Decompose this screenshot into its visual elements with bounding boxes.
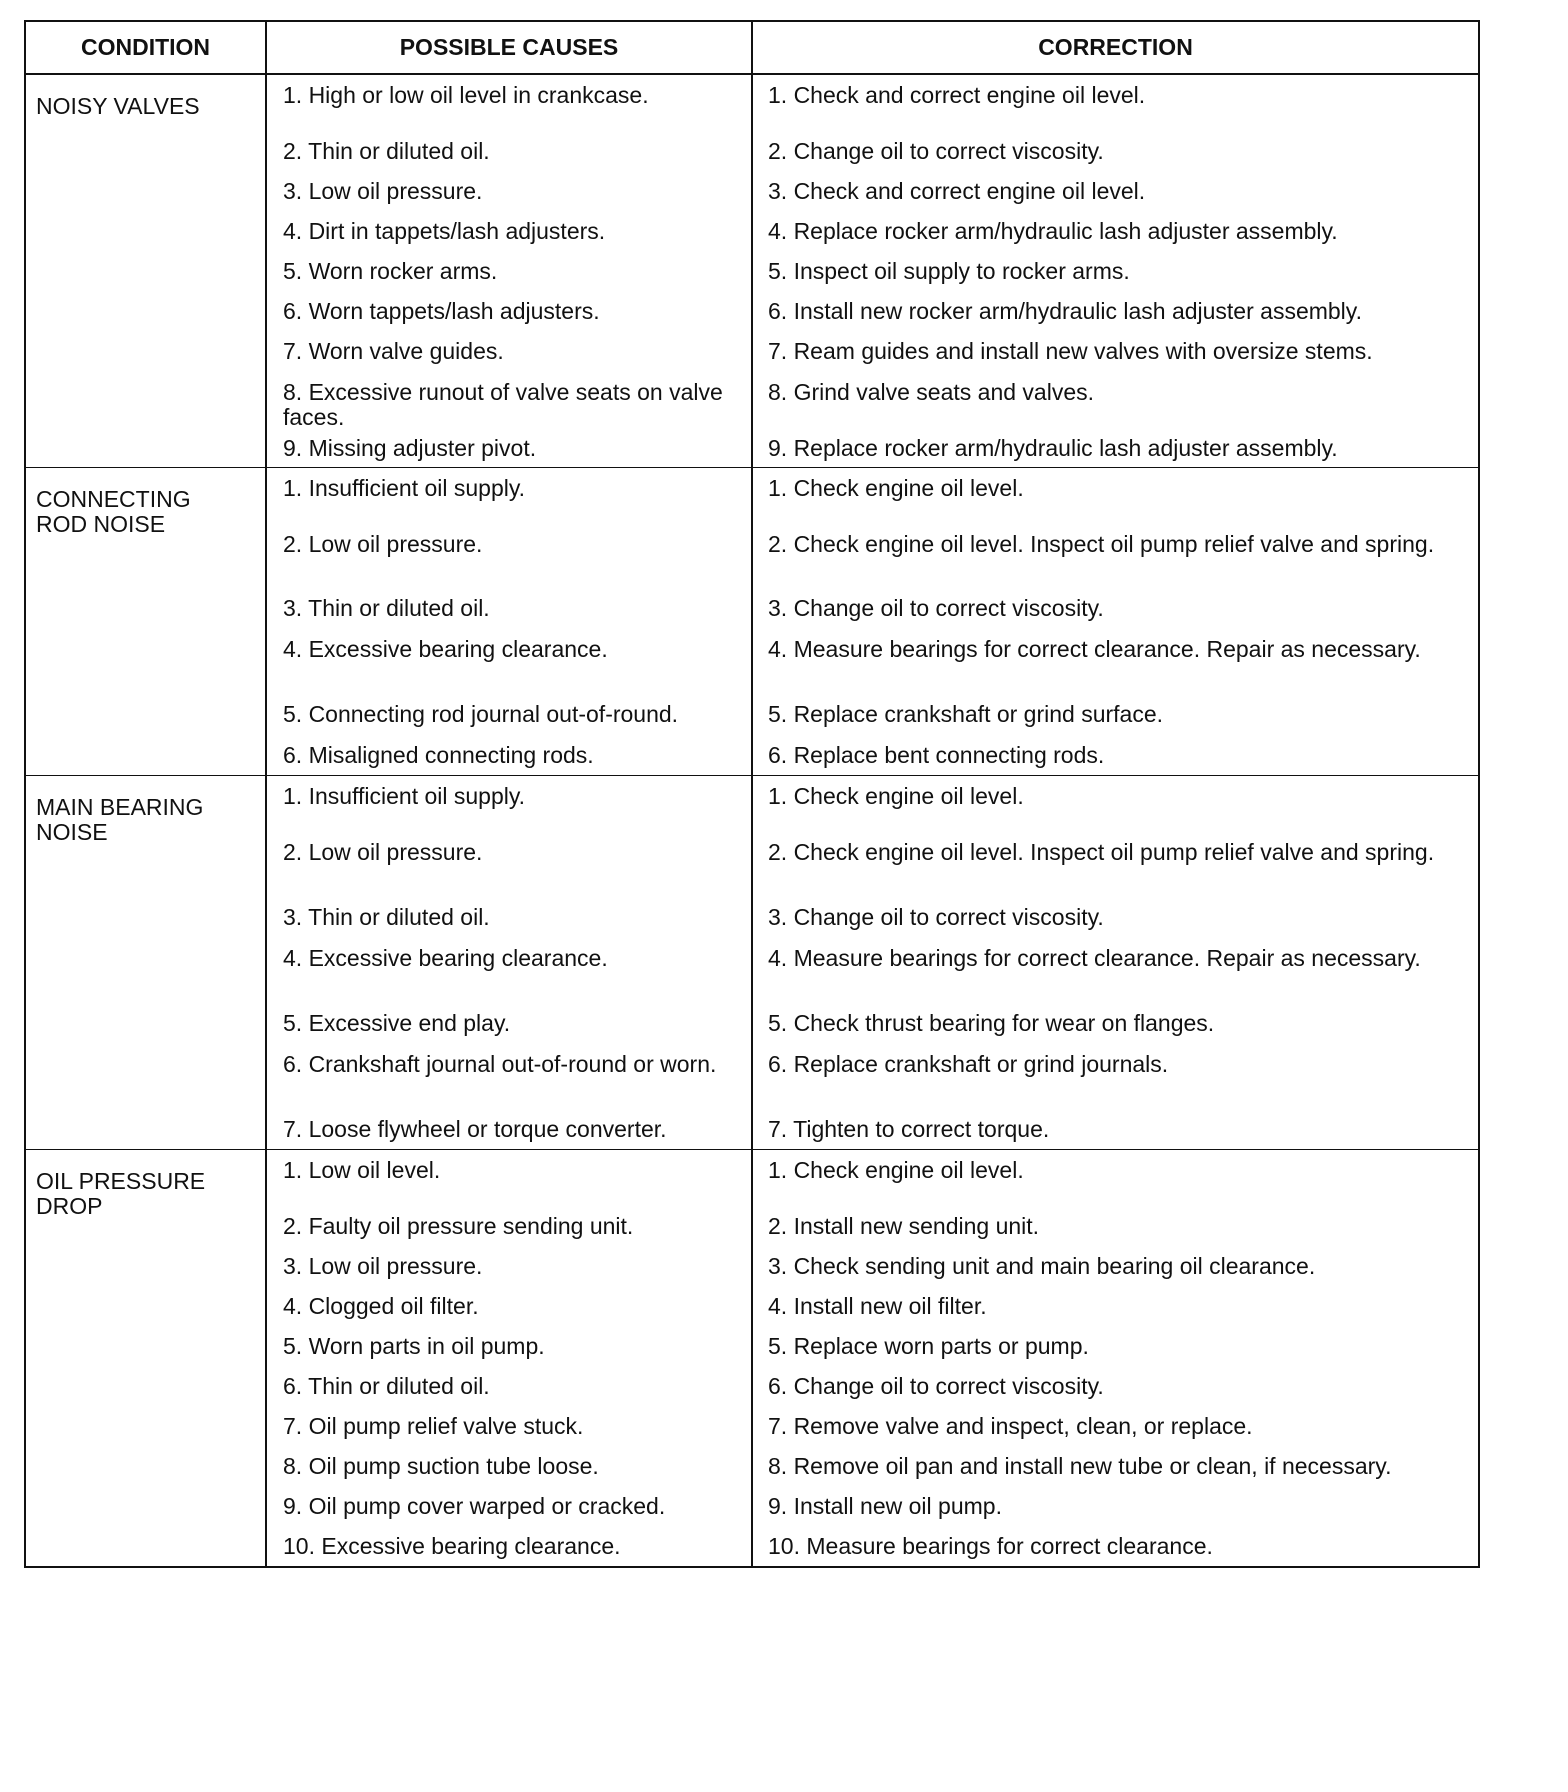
- cause-item: 4. Excessive bearing clearance.: [283, 945, 608, 971]
- condition-cell: MAIN BEARING NOISE: [26, 776, 267, 1149]
- corrections-column: [753, 776, 1478, 1149]
- table-header: [26, 22, 1478, 75]
- cause-item: 2. Low oil pressure.: [283, 531, 483, 557]
- cause-item: 3. Low oil pressure.: [283, 178, 483, 204]
- corrections-column: [753, 1150, 1478, 1566]
- correction-item: 5. Inspect oil supply to rocker arms.: [768, 258, 1130, 284]
- correction-item: 9. Replace rocker arm/hydraulic lash adjuster assembly.: [768, 435, 1338, 461]
- header-correction: CORRECTION: [1038, 34, 1193, 60]
- correction-item: 1. Check engine oil level.: [768, 783, 1024, 809]
- cause-item: 2. Faulty oil pressure sending unit.: [283, 1213, 634, 1239]
- correction-item: 7. Ream guides and install new valves with oversize stems.: [768, 338, 1373, 364]
- correction-item: 5. Replace crankshaft or grind surface.: [768, 701, 1164, 727]
- correction-item: 7. Tighten to correct torque.: [768, 1116, 1050, 1142]
- correction-item: 2. Install new sending unit.: [768, 1213, 1040, 1239]
- correction-item: 4. Replace rocker arm/hydraulic lash adjuster assembly.: [768, 218, 1338, 244]
- cause-item: 5. Excessive end play.: [283, 1010, 511, 1036]
- correction-item: 6. Change oil to correct viscosity.: [768, 1373, 1104, 1399]
- correction-item: 10. Measure bearings for correct clearance.: [768, 1533, 1213, 1559]
- correction-item: 1. Check engine oil level.: [768, 1157, 1024, 1183]
- table-body: [26, 75, 1478, 1566]
- correction-item: 3. Check sending unit and main bearing oil clearance.: [768, 1253, 1316, 1279]
- condition-group: [26, 75, 1478, 468]
- cause-item: 3. Thin or diluted oil.: [283, 595, 490, 621]
- cause-item: 2. Thin or diluted oil.: [283, 138, 490, 164]
- corrections-column: [753, 468, 1478, 775]
- cause-item: 7. Oil pump relief valve stuck.: [283, 1413, 584, 1439]
- cause-item: 6. Misaligned connecting rods.: [283, 742, 594, 768]
- cause-item: 5. Connecting rod journal out-of-round.: [283, 701, 679, 727]
- cause-item: 1. Insufficient oil supply.: [283, 475, 526, 501]
- cause-item: 8. Oil pump suction tube loose.: [283, 1453, 599, 1479]
- correction-item: 9. Install new oil pump.: [768, 1493, 1002, 1519]
- correction-item: 4. Install new oil filter.: [768, 1293, 987, 1319]
- correction-item: 1. Check and correct engine oil level.: [768, 82, 1146, 108]
- causes-column: [267, 776, 753, 1149]
- cause-item: 3. Thin or diluted oil.: [283, 904, 490, 930]
- cause-item: 7. Worn valve guides.: [283, 338, 504, 364]
- condition-group: [26, 776, 1478, 1150]
- condition-group: [26, 468, 1478, 776]
- correction-item: 2. Change oil to correct viscosity.: [768, 138, 1104, 164]
- correction-item: 7. Remove valve and inspect, clean, or replace.: [768, 1413, 1253, 1439]
- cause-item: 10. Excessive bearing clearance.: [283, 1533, 621, 1559]
- correction-item: 3. Check and correct engine oil level.: [768, 178, 1146, 204]
- corrections-column: [753, 75, 1478, 467]
- condition-group: [26, 1150, 1478, 1566]
- cause-item: 9. Oil pump cover warped or cracked.: [283, 1493, 666, 1519]
- correction-item: 6. Replace bent connecting rods.: [768, 742, 1105, 768]
- cause-item: 7. Loose flywheel or torque converter.: [283, 1116, 667, 1142]
- cause-item: 1. Insufficient oil supply.: [283, 783, 526, 809]
- correction-item: 4. Measure bearings for correct clearance. Repair as necessary.: [768, 945, 1421, 971]
- correction-item: 6. Install new rocker arm/hydraulic lash adjuster assembly.: [768, 298, 1362, 324]
- correction-item: 3. Change oil to correct viscosity.: [768, 595, 1104, 621]
- header-condition: CONDITION: [26, 22, 267, 73]
- correction-item: 3. Change oil to correct viscosity.: [768, 904, 1104, 930]
- correction-item: 8. Remove oil pan and install new tube or clean, if necessary.: [768, 1453, 1392, 1479]
- cause-item: 4. Dirt in tappets/lash adjusters.: [283, 218, 606, 244]
- cause-item: 4. Clogged oil filter.: [283, 1293, 479, 1319]
- correction-item: 2. Check engine oil level. Inspect oil pump relief valve and spring.: [768, 839, 1435, 865]
- condition-cell: OIL PRESSURE DROP: [26, 1150, 267, 1566]
- correction-item: 2. Check engine oil level. Inspect oil pump relief valve and spring.: [768, 531, 1435, 557]
- causes-column: [267, 468, 753, 775]
- cause-item: 3. Low oil pressure.: [283, 1253, 483, 1279]
- causes-column: [267, 1150, 753, 1566]
- causes-column: [267, 75, 753, 467]
- correction-item: 5. Check thrust bearing for wear on flanges.: [768, 1010, 1215, 1036]
- condition-cell: NOISY VALVES: [26, 75, 267, 467]
- condition-cell: CONNECTING ROD NOISE: [26, 468, 267, 775]
- cause-item: 6. Thin or diluted oil.: [283, 1373, 490, 1399]
- correction-item: 1. Check engine oil level.: [768, 475, 1024, 501]
- cause-item: 1. Low oil level.: [283, 1157, 441, 1183]
- cause-item: 9. Missing adjuster pivot.: [283, 435, 537, 461]
- correction-item: 8. Grind valve seats and valves.: [768, 379, 1094, 405]
- correction-item: 6. Replace crankshaft or grind journals.: [768, 1051, 1169, 1077]
- cause-item: 5. Worn rocker arms.: [283, 258, 498, 284]
- correction-item: 4. Measure bearings for correct clearance. Repair as necessary.: [768, 636, 1421, 662]
- header-possible-causes: POSSIBLE CAUSES: [267, 22, 753, 73]
- cause-item: 6. Crankshaft journal out-of-round or worn.: [283, 1051, 717, 1077]
- cause-item: 5. Worn parts in oil pump.: [283, 1333, 545, 1359]
- troubleshooting-table: [24, 20, 1480, 1568]
- cause-item: 4. Excessive bearing clearance.: [283, 636, 608, 662]
- cause-item: 6. Worn tappets/lash adjusters.: [283, 298, 600, 324]
- cause-item: 2. Low oil pressure.: [283, 839, 483, 865]
- cause-item: 1. High or low oil level in crankcase.: [283, 82, 649, 108]
- correction-item: 5. Replace worn parts or pump.: [768, 1333, 1089, 1359]
- cause-item: 8. Excessive runout of valve seats on valve faces.: [283, 379, 723, 430]
